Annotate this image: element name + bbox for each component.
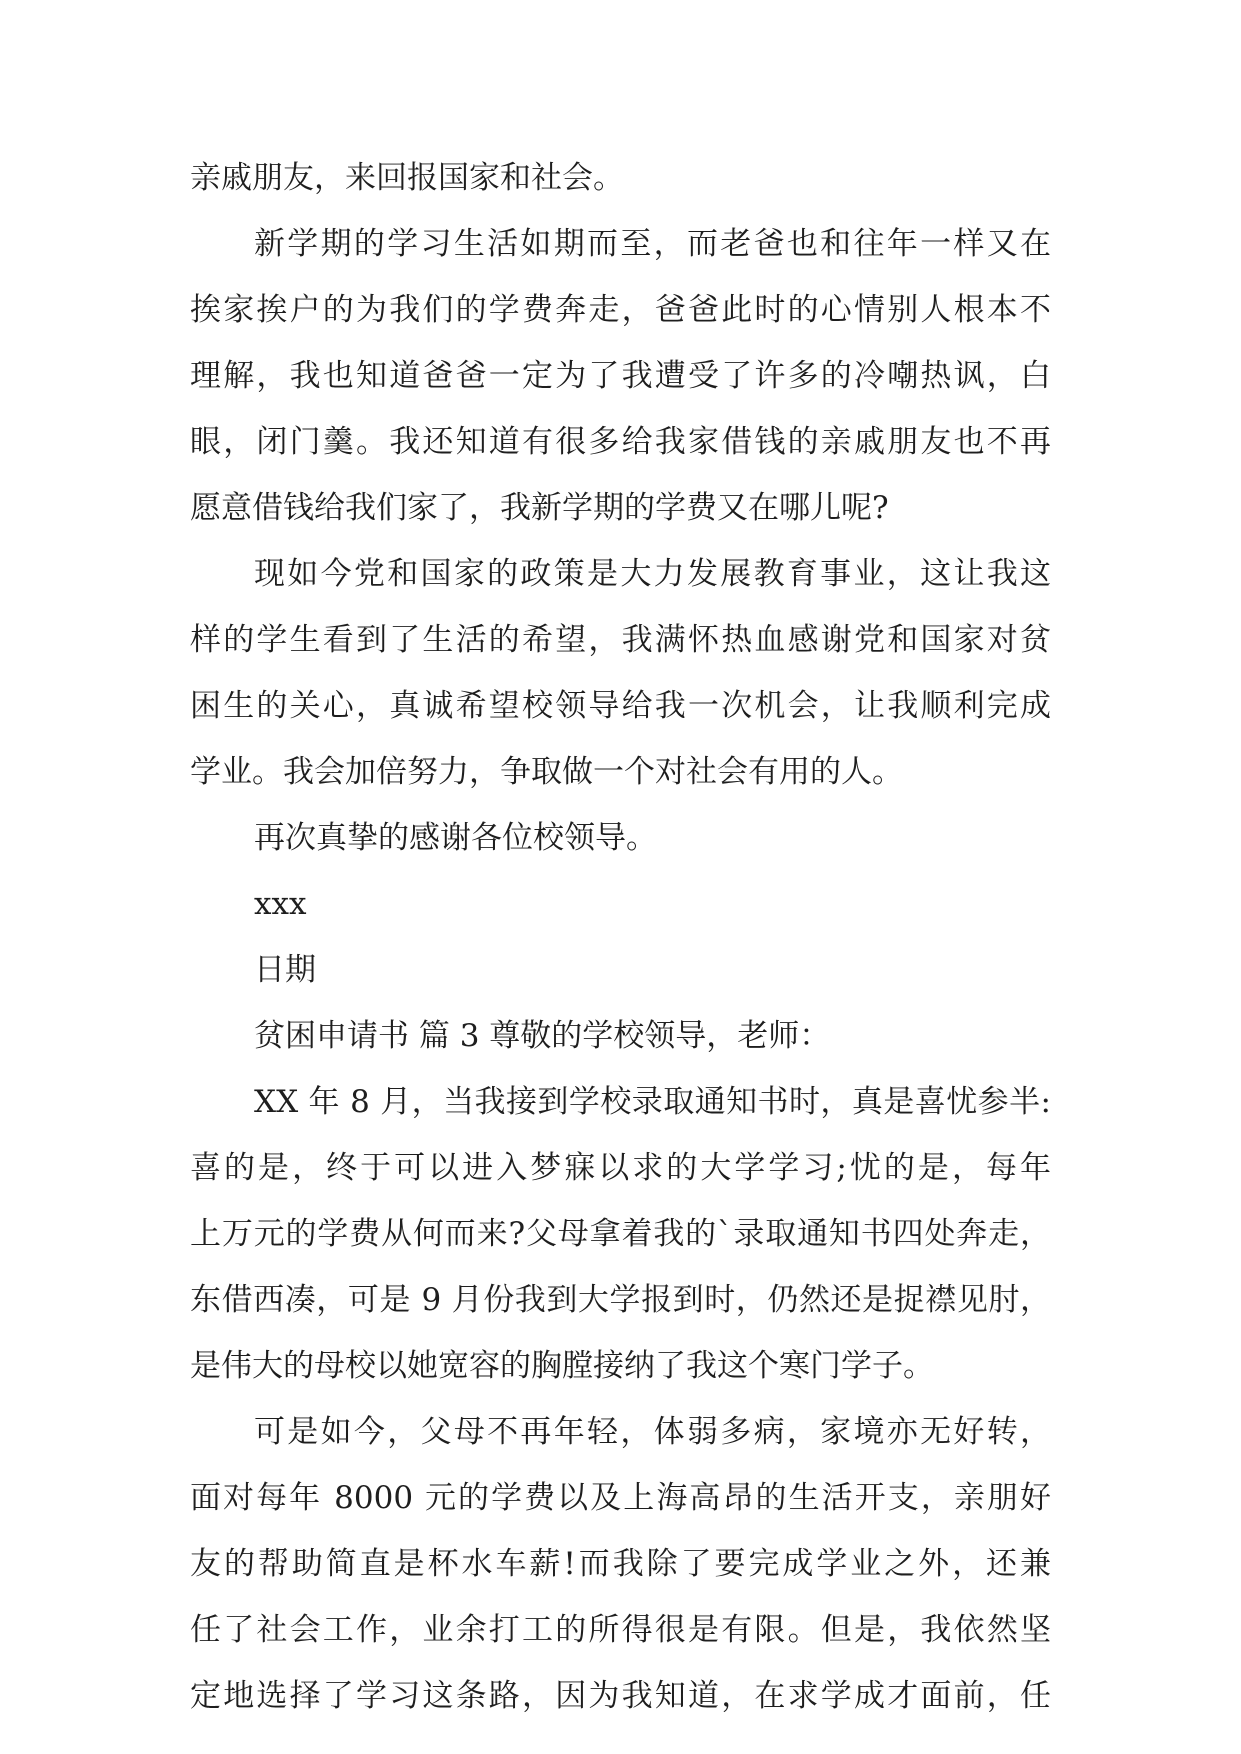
body-text-line: 喜的是，终于可以进入梦寐以求的大学学习;忧的是，每年 bbox=[190, 1150, 1051, 1186]
closing-line: 再次真挚的感谢各位校领导。 bbox=[254, 820, 657, 856]
date-placeholder: 日期 bbox=[254, 952, 316, 988]
body-text-line: 东借西凑，可是 9 月份我到大学报到时，仍然还是捉襟见肘， bbox=[190, 1282, 1051, 1318]
body-text-line: 理解，我也知道爸爸一定为了我遭受了许多的冷嘲热讽，白 bbox=[190, 358, 1051, 394]
paragraph-first-line: XX 年 8 月，当我接到学校录取通知书时，真是喜忧参半: bbox=[254, 1084, 1051, 1120]
body-text-line: 面对每年 8000 元的学费以及上海高昂的生活开支，亲朋好 bbox=[190, 1480, 1051, 1516]
body-text-line: 困生的关心，真诚希望校领导给我一次机会，让我顺利完成 bbox=[190, 688, 1051, 724]
signature-placeholder: xxx bbox=[254, 886, 307, 922]
body-text-line: 挨家挨户的为我们的学费奔走，爸爸此时的心情别人根本不 bbox=[190, 292, 1051, 328]
body-text-line: 样的学生看到了生活的希望，我满怀热血感谢党和国家对贫 bbox=[190, 622, 1051, 658]
body-text-line: 任了社会工作，业余打工的所得很是有限。但是，我依然坚 bbox=[190, 1612, 1051, 1648]
body-text-line: 上万元的学费从何而来?父母拿着我的`录取通知书四处奔走， bbox=[190, 1216, 1051, 1252]
paragraph-first-line: 新学期的学习生活如期而至，而老爸也和往年一样又在 bbox=[254, 226, 1051, 262]
body-text-line: 学业。我会加倍努力，争取做一个对社会有用的人。 bbox=[190, 754, 903, 790]
body-text-line: 亲戚朋友，来回报国家和社会。 bbox=[190, 160, 624, 196]
body-text-line: 愿意借钱给我们家了，我新学期的学费又在哪儿呢? bbox=[190, 490, 889, 526]
section-heading-line: 贫困申请书 篇 3 尊敬的学校领导，老师： bbox=[254, 1018, 831, 1054]
paragraph-first-line: 可是如今，父母不再年轻，体弱多病，家境亦无好转， bbox=[254, 1414, 1051, 1450]
body-text-line: 眼，闭门羹。我还知道有很多给我家借钱的亲戚朋友也不再 bbox=[190, 424, 1051, 460]
paragraph-first-line: 现如今党和国家的政策是大力发展教育事业，这让我这 bbox=[254, 556, 1051, 592]
body-text-line: 定地选择了学习这条路，因为我知道，在求学成才面前，任 bbox=[190, 1678, 1051, 1714]
body-text-line: 是伟大的母校以她宽容的胸膛接纳了我这个寒门学子。 bbox=[190, 1348, 934, 1384]
body-text-line: 友的帮助简直是杯水车薪!而我除了要完成学业之外，还兼 bbox=[190, 1546, 1051, 1582]
